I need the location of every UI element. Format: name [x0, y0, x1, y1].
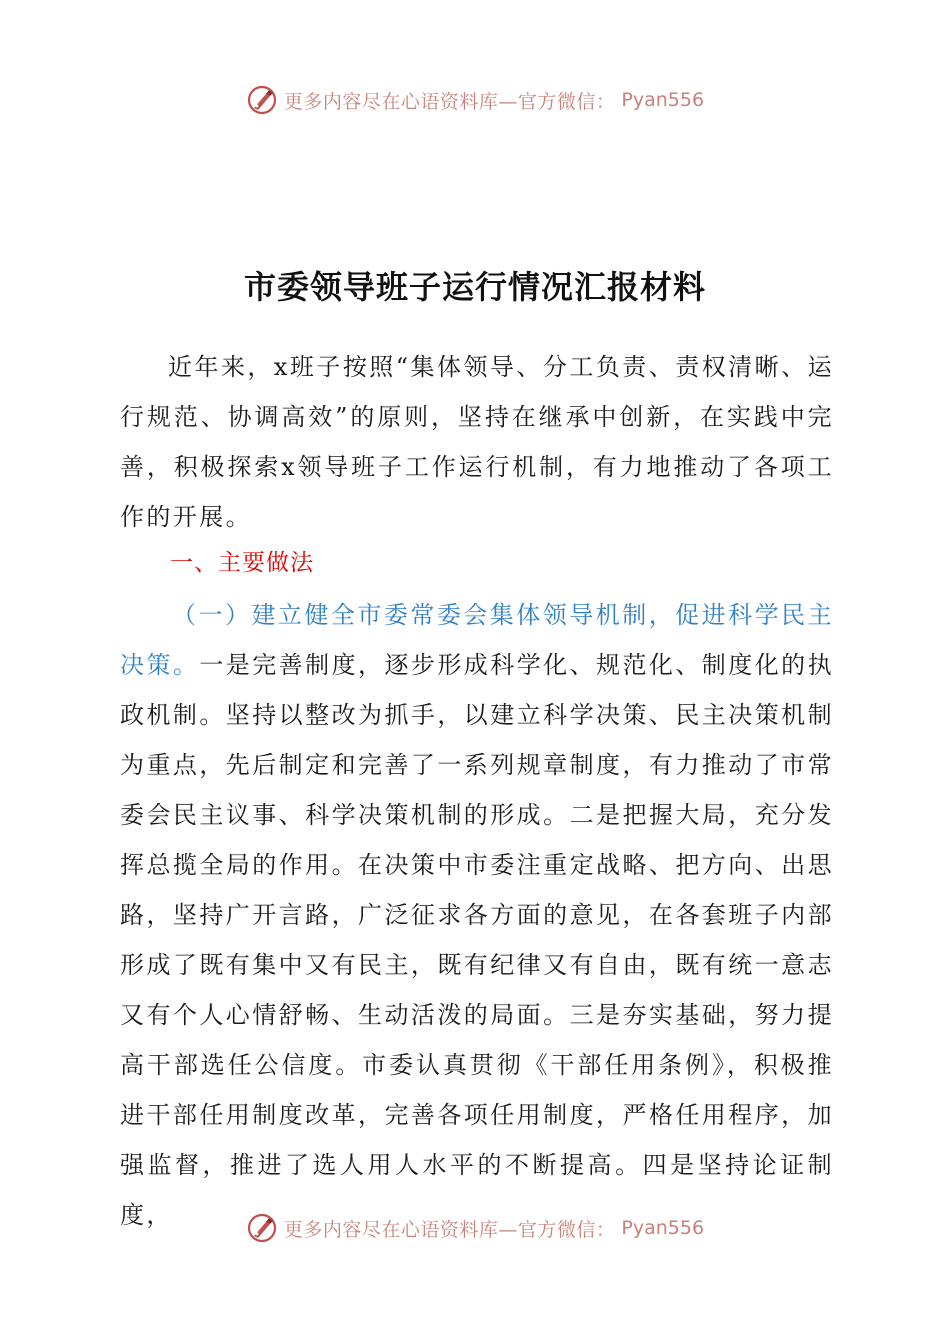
section-heading: 一、主要做法: [170, 550, 314, 576]
watermark-text: 更多内容尽在心语资料库—官方微信：: [283, 90, 616, 113]
pen-nib-circle-icon: [246, 84, 278, 116]
watermark-wechat-id: Pyan556: [621, 89, 705, 111]
document-title: 市委领导班子运行情况汇报材料: [243, 268, 706, 306]
intro-paragraph: 近年来，x班子按照“集体领导、分工负责、责权清晰、运行规范、协调高效”的原则，坚持在继承中创新，在实践中完善，积极探索x领导班子工作运行机制，有力地推动了各项工作的开展。: [120, 353, 834, 531]
section-paragraph: [120, 590, 834, 1240]
sub-heading: （一）建立健全市委常委会集体领导机制，促进科学民主决策。: [120, 601, 834, 679]
pen-nib-circle-icon: [246, 1212, 278, 1244]
watermark-header: [0, 84, 950, 116]
section-body-text: 一是完善制度，逐步形成科学化、规范化、制度化的执政机制。坚持以整改为抓手，以建立科学决策、民主决策机制为重点，先后制定和完善了一系列规章制度，有力推动了市常委会民主议事、科学决策机制的形成。二是把握大局，充分发挥总揽全局的作用。在决策中市委注重定战略、把方向、出思路，坚持广开言路，广泛征求各方面的意见，在各套班子内部形成了既有集中又有民主，既有纪律又有自由，既有统一意志又有个人心情舒畅、生动活泼的局面。三是夯实基础，努力提高干部选任公信度。市委认真贯彻《干部任用条例》，积极推进干部任用制度改革，完善各项任用制度，严格任用程序，加强监督，推进了选人用人水平的不断提高。四是坚持论证制度，: [120, 651, 834, 1229]
watermark-footer: [0, 1212, 950, 1244]
watermark-text: 更多内容尽在心语资料库—官方微信：: [283, 1218, 616, 1241]
watermark-wechat-id: Pyan556: [621, 1217, 705, 1239]
